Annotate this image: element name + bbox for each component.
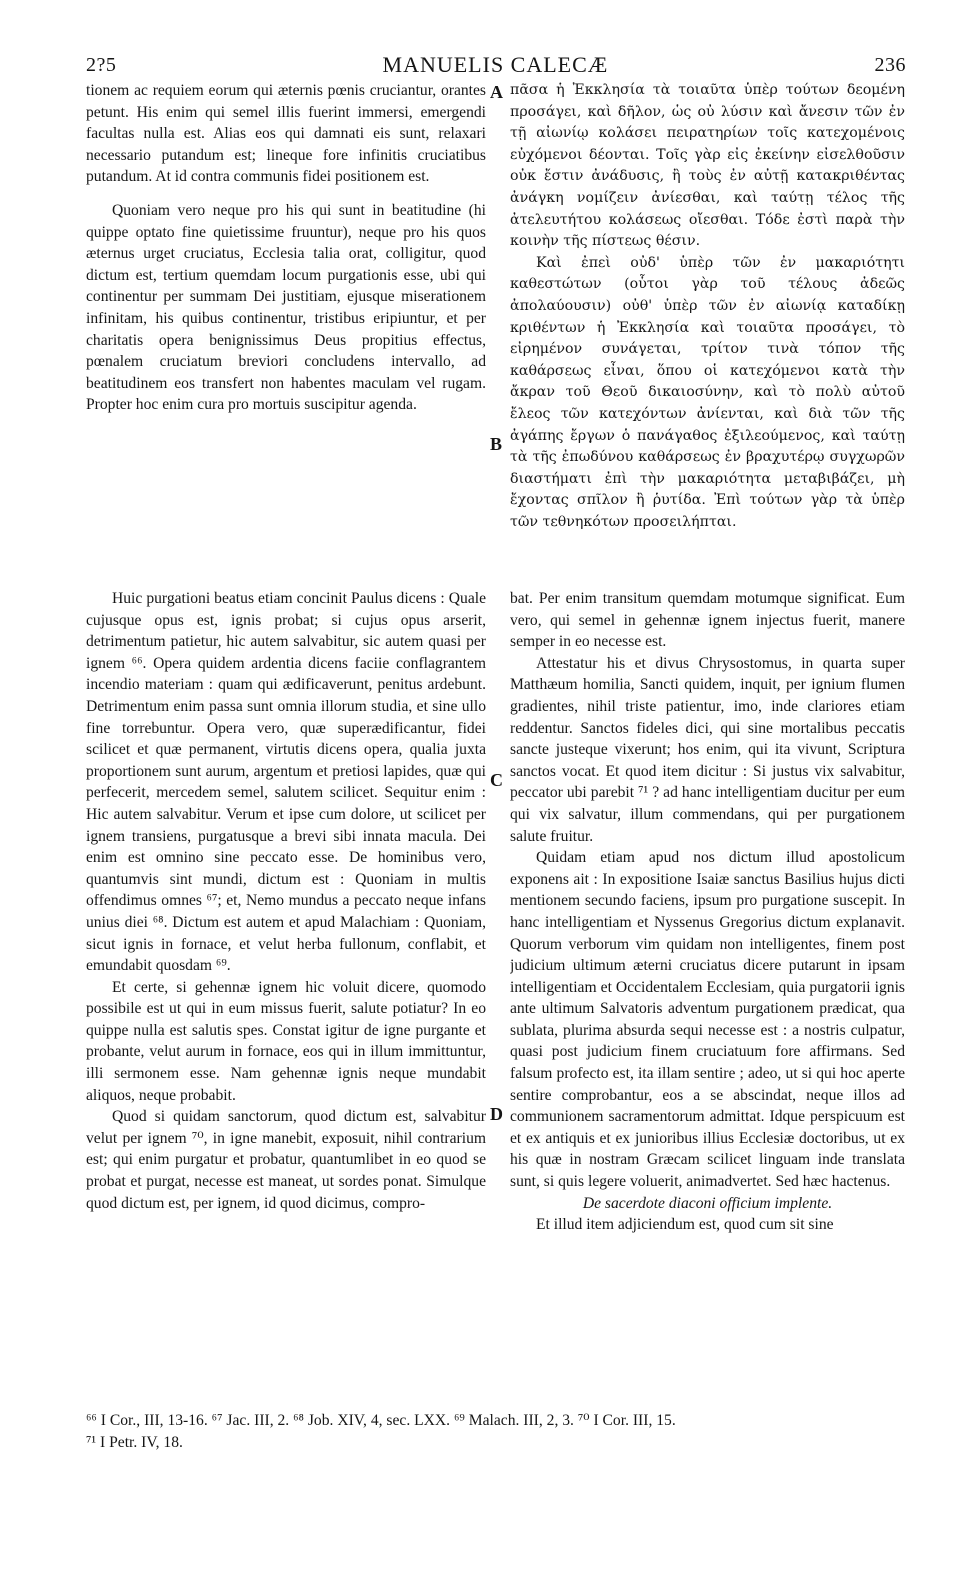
- section-heading: De sacerdote diaconi officium implente.: [582, 1194, 833, 1212]
- latin-column-bottom-right: [510, 588, 905, 1236]
- latin-column-bottom-left: [86, 588, 486, 1214]
- footnote-line-2: ⁷¹ I Petr. IV, 18.: [86, 1434, 183, 1451]
- latin-paragraph-7: Attestatur his et divus Chrysostomus, in quarta super Matthæum homilia, Sancti quidem, inquit, per ignium flumen gradientes, nihil triste patientur, imo, inde clariores etiam reddentur. Sanctos fideles dici, qui sine mortalibus peccatis sancte justeque vixerunt; hos enim, qui ita vivunt, Scriptura sanctos vocat. Et quod item dicitur : Si justus vix salvabitur, peccator ubi parebit ⁷¹ ? ad hanc intelligentiam ducitur per eum qui vix salvatur, illum commendans, qui per purgationem salute fruitur.: [510, 654, 905, 845]
- latin-paragraph-9: Et illud item adjiciendum est, quod cum sit sine: [536, 1216, 834, 1234]
- latin-paragraph-5: Quod si quidam sanctorum, quod dictum est, salvabitur velut per ignem ⁷⁰, in igne manebit, exposuit, nihil contrarium est; qui enim purgatur et probatur, quantumlibet in eo quod se probat et purgat, necesse est maneat, ut sordes ponat. Simulque quod dictum est, per ignem, id quod dicimus, compro-: [86, 1108, 486, 1212]
- greek-column-top: [510, 80, 905, 533]
- footnotes: [86, 1410, 906, 1454]
- latin-paragraph-8: Quidam etiam apud nos dictum illud apostolicum exponens ait : In expositione Isaiæ sanctus Basilius hujus dicti mentionem secundo faciens, ipsum pro purgatione suscepit. In hanc intelligentiam et Nyssenus Gregorius dictum explanavit. Quorum verborum vim quidam non intelligentes, finem post judicium ultimum æterni cruciatus dicere putarunt in ipsam intelligentiam et Occidentalem Ecclesiam, quia purgatorii ignis ante ultimum Salvatoris adventum purgationem prædicat, qua sublata, plurima absurda sequi necesse est : a nostris culpatur, quasi post judicium finem cruciatuum fore affirmans. Sed falsum profecto est, ita illam sentire ; adeo, ut si qui hoc aperte sentire comprobantur, eos a se abscindat, neque illos ad communionem sacramentorum admittat. Idque perspicuum est et ex antiquis et ex junioribus illius Ecclesiæ doctoribus, ut ex his quæ in nostram Græcam scilicet linguam inde translata sunt, si quis legere voluerit, animadvertet. Sed hæc hactenus.: [510, 849, 905, 1191]
- greek-paragraph-1: πᾶσα ἡ Ἐκκλησία τὰ τοιαῦτα ὑπὲρ τούτων δεομένη προσάγει, καὶ δῆλον, ὡς οὐ λύσιν καὶ ἄνεσιν τῶν ἐν τῇ αἰωνίῳ κολάσει πειρατηρίων τοῖς κατεχομένοις εὐχόμενοι δέονται. Τοῖς γὰρ εἰς ἐκείνην εἰσελθοῦσιν οὐκ ἔστιν ἀνάδυσις, ἢ τοὺς ἐν αὐτῇ κατακριθέντας ἀνάγκη νομίζειν ἀνίεσθαι, καὶ ταύτῃ τέλος τῆς ἀτελευτήτου κολάσεως οἴεσθαι. Τόδε ἐστὶ παρὰ τὴν κοινὴν τῆς πίστεως θέσιν.: [510, 82, 905, 250]
- page-number-right: 236: [874, 53, 906, 76]
- latin-paragraph-1: tionem ac requiem eorum qui æternis pœnis cruciantur, orantes petunt. His enim qui semel illis fuerint immersi, emergendi facultas nulla est. Alias eos qui damnati eis sunt, relaxari necessario putandum est; lineque fore infinitis cruciatibus putandum. At id contra communis fidei positionem est.: [86, 82, 486, 186]
- latin-paragraph-4: Et certe, si gehennæ ignem hic voluit dicere, quomodo possibile est ut qui in eum missus fuerit, salute potiatur? In eo quippe nulla est salutis spes. Constat igitur de igne purgante et probante, velut aurum in fornace, eos qui in illum immittuntur, illi sermonem esse. Nam gehennæ ignis neque mundabit aliquos, neque probabit.: [86, 978, 486, 1104]
- latin-paragraph-3: Huic purgationi beatus etiam concinit Paulus dicens : Quale cujusque opus est, ignis probat; si cujus opus arserit, detrimentum patietur, hic autem salvabitur, sic autem quasi per ignem ⁶⁶. Opera quidem ardentia dicens faciie conflagrantem incendio materiam : quam qui ædificaverunt, penitus ardebunt. Detrimentum enim passa sunt omnia illorum studia, et sine ullo fine torrebuntur. Opera vero, quæ superædificantur, fidei scilicet et quæ permanent, virtutis dicens opera, qualia juxta proportionem sunt aurum, argentum et pretiosi lapides, quæ qui perfecerit, mercedem semel, salutem scilicet. Sequitur enim : Hic autem salvabitur. Verum et ipse cum dolore, ut scilicet per ignem transiens, purgatusque a brevi sibi innata macula. Dei enim est omnino sine peccato esse. De hominibus vero, quantumvis sint mundi, dictum est : Quoniam in multis offendimus omnes ⁶⁷; et, Nemo mundus a peccato neque infans unius diei ⁶⁸. Dictum est autem et apud Malachiam : Quoniam, sicut ignis in fornace, et velut herba fullonum, conflabit, et emundabit quosdam ⁶⁹.: [86, 590, 486, 975]
- margin-marker-d: D: [490, 1104, 503, 1124]
- margin-marker-c: C: [490, 770, 503, 790]
- latin-paragraph-6: bat. Per enim transitum quemdam motumque significat. Eum vero, qui semel in gehennæ ignem injectus fuerit, manere semper in eo necesse est.: [510, 590, 905, 651]
- greek-paragraph-2: Καὶ ἐπεὶ οὐδ' ὑπὲρ τῶν ἐν μακαριότητι καθεστώτων (οὗτοι γὰρ τοῦ τέλους ἀδεῶς ἀπολαύουσιν) οὐθ' ὑπὲρ τῶν ἐν αἰωνίᾳ καταδίκῃ κριθέντων ἡ Ἐκκλησία καὶ τοιαῦτα προσάγει, τὸ εἰρημένον συνάγεται, τρίτον τινὰ τόπον τῆς καθάρσεως εἶναι, ὅπου οἱ κατεχόμενοι κατὰ τὴν ἄκραν τοῦ Θεοῦ δικαιοσύνην, καὶ τὸ πολὺ αὐτοῦ ἔλεος τῶν κατεχόντων ἀνίενται, καὶ διὰ τῶν τῆς ἀγάπης ἔργων ὁ πανάγαθος ἐξιλεούμενος, καὶ ταύτῃ τὰ τῆς ἐπωδύνου καθάρσεως ἐν βραχυτέρῳ συγχωρῶν διαστήματι ἐπὶ τὴν μακαριότητα μεταβιβάζει, μὴ ἔχοντας σπῖλον ἢ ῥυτίδα. Ἐπὶ τούτων γὰρ τὰ ὑπὲρ τῶν τεθνηκότων προσειλήπται.: [510, 254, 905, 530]
- margin-marker-a: A: [490, 82, 503, 102]
- page-number-left: 2?5: [86, 53, 117, 76]
- footnote-line-1: ⁶⁶ I Cor., III, 13-16. ⁶⁷ Jac. III, 2. ⁶⁸ Job. XIV, 4, sec. LXX. ⁶⁹ Malach. III, 2, 3. ⁷⁰ I Cor. III, 15.: [86, 1412, 676, 1429]
- page-header: [86, 50, 906, 80]
- latin-paragraph-2: Quoniam vero neque pro his qui sunt in beatitudine (hi quippe optato fine quietissime fruuntur), neque pro his quos æternus urget cruciatus, Ecclesia talia orat, colligitur, quod dictum est, tertium quemdam locum purgationis esse, ubi qui continentur per summam Dei justitiam, ejusque miserationem infinitam, his quibus continentur, tristibus eripiuntur, et per charitatis opera benignissimus Deus propitius effectus, pœnalem cruciatum breviori concludens intervallo, ad beatitudinem eos transfert non habentes maculam vel rugam. Propter hoc enim cura pro mortuis suscipitur agenda.: [86, 201, 486, 414]
- margin-marker-b: B: [490, 434, 503, 454]
- running-title: MANUELIS CALECÆ: [382, 52, 609, 77]
- latin-column-top: [86, 80, 486, 416]
